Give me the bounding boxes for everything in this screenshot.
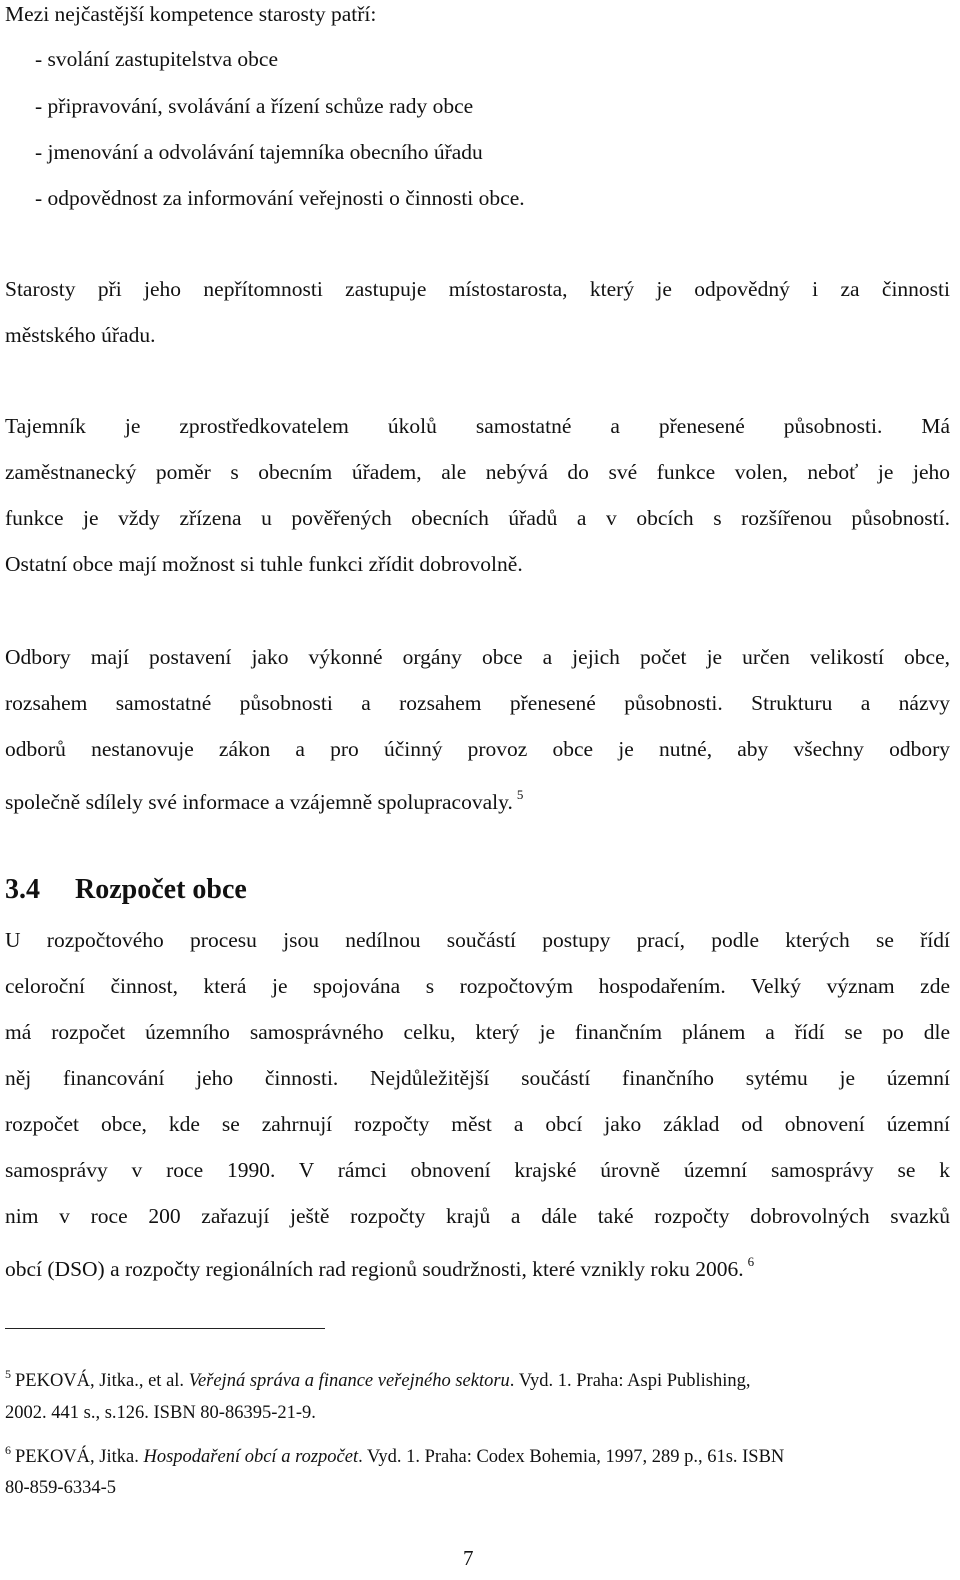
section-title: Rozpočet obce <box>75 874 247 905</box>
footnote-reference[interactable]: 5 <box>516 787 524 802</box>
paragraph-line: celoroční činnost, která je spojována s rozpočtovým hospodařením. Velký význam zde <box>5 974 950 998</box>
footnote-divider <box>5 1328 325 1329</box>
paragraph-line: Starosty při jeho nepřítomnosti zastupuje místostarosta, který je odpovědný i za činnosti <box>5 277 950 301</box>
paragraph-text: obcí (DSO) a rozpočty regionálních rad regionů soudržnosti, které vznikly roku 2006. <box>5 1257 744 1281</box>
paragraph-line: U rozpočtového procesu jsou nedílnou součástí postupy prací, podle kterých se řídí <box>5 928 950 952</box>
paragraph-line: městského úřadu. <box>5 323 156 347</box>
paragraph-line: rozsahem samostatné působnosti a rozsahem přenesené působnosti. Strukturu a názvy <box>5 691 950 715</box>
footnote-title: Veřejná správa a finance veřejného sektoru <box>188 1371 510 1391</box>
footnote-text: PEKOVÁ, Jitka. <box>15 1447 144 1467</box>
footnote-reference[interactable]: 6 <box>747 1254 755 1269</box>
section-number: 3.4 <box>5 874 40 905</box>
paragraph-line: rozpočet obce, kde se zahrnují rozpočty měst a obcí jako základ od obnovení územní <box>5 1112 950 1136</box>
footnote <box>5 1438 784 1469</box>
footnote-mark: 5 <box>5 1367 11 1381</box>
footnote <box>5 1362 751 1393</box>
footnote-title: Hospodaření obcí a rozpočet <box>143 1447 359 1467</box>
list-item: - svolání zastupitelstva obce <box>35 47 278 71</box>
paragraph-line: má rozpočet územního samosprávného celku, který je finančním plánem a řídí se po dle <box>5 1020 950 1044</box>
footnote-text: PEKOVÁ, Jitka., et al. <box>15 1371 189 1391</box>
paragraph-line: odborů nestanovuje zákon a pro účinný provoz obce je nutné, aby všechny odbory <box>5 737 950 761</box>
section-heading <box>5 873 247 907</box>
paragraph-line: zaměstnanecký poměr s obecním úřadem, ale nebývá do své funkce volen, neboť je jeho <box>5 460 950 484</box>
list-item: - odpovědnost za informování veřejnosti o činnosti obce. <box>35 186 525 210</box>
paragraph-text: společně sdílely své informace a vzájemně spolupracovaly. <box>5 790 513 814</box>
intro-text: Mezi nejčastější kompetence starosty patří: <box>5 2 377 26</box>
paragraph-line: Tajemník je zprostředkovatelem úkolů samostatné a přenesené působnosti. Má <box>5 414 950 438</box>
paragraph-line: samosprávy v roce 1990. V rámci obnovení krajské úrovně územní samosprávy se k <box>5 1158 950 1182</box>
list-item: - připravování, svolávání a řízení schůze rady obce <box>35 94 474 118</box>
paragraph-line: funkce je vždy zřízena u pověřených obecních úřadů a v obcích s rozšířenou působností. <box>5 506 950 530</box>
footnote-line: 2002. 441 s., s.126. ISBN 80-86395-21-9. <box>5 1403 316 1423</box>
paragraph-line: něj financování jeho činnosti. Nejdůležitější součástí finančního sytému je územní <box>5 1066 950 1090</box>
page-number: 7 <box>463 1546 474 1570</box>
footnote-line: 80-859-6334-5 <box>5 1478 116 1498</box>
paragraph-line: Odbory mají postavení jako výkonné orgány obce a jejich počet je určen velikostí obce, <box>5 645 950 669</box>
paragraph-line: nim v roce 200 zařazují ještě rozpočty krajů a dále také rozpočty dobrovolných svazků <box>5 1204 950 1228</box>
list-item: - jmenování a odvolávání tajemníka obecního úřadu <box>35 140 483 164</box>
footnote-text: . Vyd. 1. Praha: Codex Bohemia, 1997, 289 p., 61s. ISBN <box>358 1447 785 1467</box>
footnote-text: . Vyd. 1. Praha: Aspi Publishing, <box>509 1371 751 1391</box>
paragraph-line <box>5 1248 754 1283</box>
paragraph-line <box>5 781 523 816</box>
footnote-mark: 6 <box>5 1443 11 1457</box>
paragraph-line: Ostatní obce mají možnost si tuhle funkci zřídit dobrovolně. <box>5 552 523 576</box>
